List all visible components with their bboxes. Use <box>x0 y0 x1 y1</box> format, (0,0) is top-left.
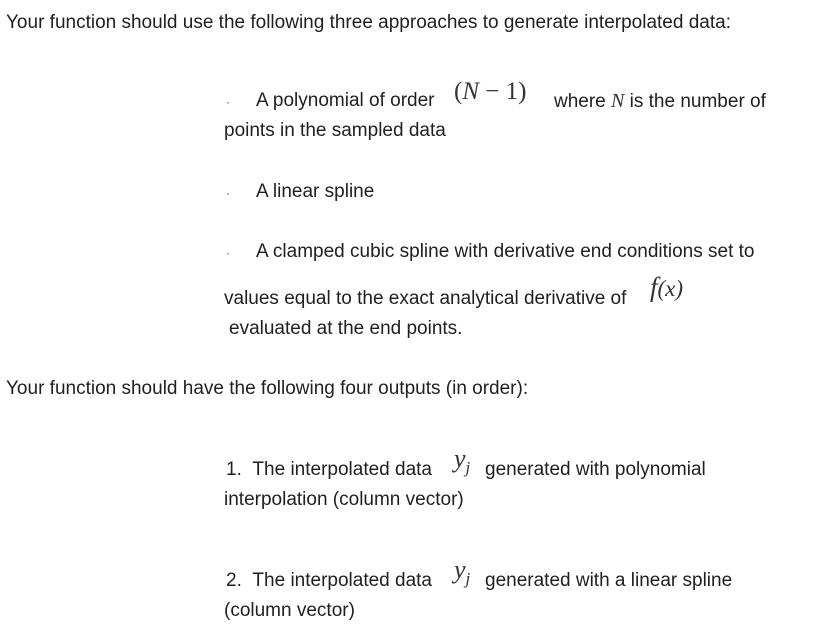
list-number: 1. <box>226 459 242 480</box>
list-number: 2. <box>226 570 242 591</box>
output-1-continuation: interpolation (column vector) <box>224 489 464 510</box>
intro-approaches: Your function should use the following three approaches to generate interpolated data: <box>6 12 731 33</box>
bullet-linear-spline: A linear spline <box>256 181 375 202</box>
output-2-after: generated with a linear spline <box>485 570 733 591</box>
bullet-polynomial-continuation: points in the sampled data <box>224 120 446 141</box>
output-1-after: generated with polynomial <box>485 459 706 480</box>
output-1-text: 1. The interpolated data <box>226 459 432 480</box>
output-2-text: 2. The interpolated data <box>226 570 432 591</box>
math-order-n-minus-1: (N − 1) <box>454 78 527 105</box>
bullet-clamped-end: evaluated at the end points. <box>229 318 463 339</box>
bullet-polynomial-where: where N is the number of <box>554 90 766 112</box>
math-f-of-x: f(x) <box>650 272 684 302</box>
bullet-clamped-spline: A clamped cubic spline with derivative end conditions set to <box>256 241 755 262</box>
bullet-marker: · <box>226 246 230 260</box>
bullet-marker: · <box>226 95 230 109</box>
intro-outputs: Your function should have the following four outputs (in order): <box>6 378 529 399</box>
math-y-sub-j: $y_j$ <box>454 444 471 478</box>
math-y-sub-j: $y_j$ <box>454 555 471 589</box>
bullet-clamped-continuation: values equal to the exact analytical derivative of <box>224 288 627 309</box>
bullet-polynomial-text: A polynomial of order <box>256 90 435 111</box>
output-2-continuation: (column vector) <box>224 600 355 621</box>
bullet-marker: · <box>226 186 230 200</box>
